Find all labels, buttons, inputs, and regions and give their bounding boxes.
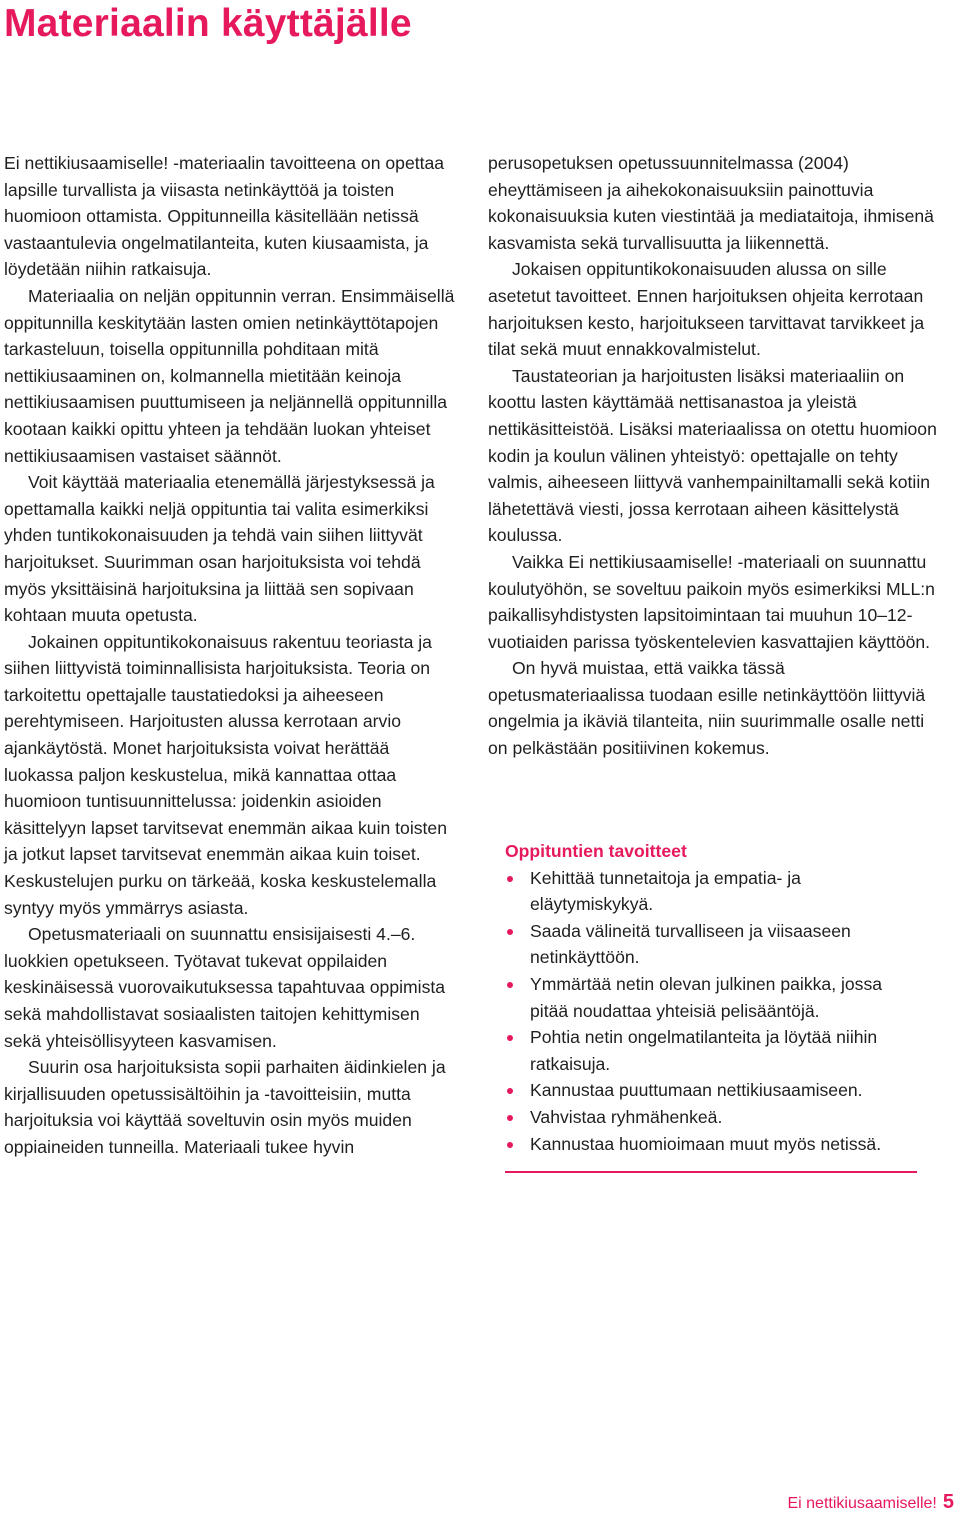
paragraph: Jokaisen oppituntikokonaisuuden alussa on sille asetetut tavoitteet. Ennen harjoituksen ohjeita kerrotaan harjoituksen kesto, harjoitukseen tarvittavat tarvikkeet ja tilat sekä muut ennakkovalmistelut. [488,259,925,360]
bullet-icon [507,1115,513,1121]
bullet-icon [507,1142,513,1148]
right-column [488,150,938,762]
list-item [505,1024,917,1077]
bullet-icon [507,1088,513,1094]
list-item [505,1104,917,1131]
left-column [4,150,460,1161]
page-title: Materiaalin käyttäjälle [4,2,412,45]
goals-list [505,865,917,1158]
page-number: 5 [942,1491,954,1513]
goals-box [505,838,917,1173]
goal-text: Kannustaa puuttumaan nettikiusaamiseen. [530,1080,863,1101]
publication-name: Ei nettikiusaamiselle! [787,1495,937,1512]
paragraph: Jokainen oppituntikokonaisuus rakentuu teoriasta ja siihen liittyvistä toiminnallisista harjoituksista. Teoria on tarkoitettu opettajalle taustatiedoksi ja aiheeseen perehtymiseen. Harjoitusten alussa kerrotaan arvio ajankäytöstä. Monet harjoituksista voivat herättää luokassa paljon keskustelua, mikä kannattaa ottaa huomioon tuntisuunnittelussa: joidenkin asioiden käsittelyyn lapset tarvitsevat enemmän aikaa kuin toisten ja jotkut lapset tarvitsevat enemmän aikaa kuin toiset. Keskustelujen purku on tärkeää, koska keskustelemalla syntyy myös ymmärrys asiasta. [4,631,447,918]
paragraph: Ei nettikiusaamiselle! -materiaalin tavoitteena on opettaa lapsille turvallista ja viisasta netinkäyttöä ja toisten huomioon ottamista. Oppitunneilla käsitellään netissä vastaantulevia ongelmatilanteita, kuten kiusaamista, ja löydetään niihin ratkaisuja. [4,153,445,280]
paragraph: On hyvä muistaa, että vaikka tässä opetusmateriaalissa tuodaan esille netinkäyttöön liittyviä ongelmia ja ikäviä tilanteita, niin suurimmalle osalle netti on pelkästään positiivinen kokemus. [488,658,926,759]
list-item [505,865,917,918]
paragraph: Suurin osa harjoituksista sopii parhaiten äidinkielen ja kirjallisuuden opetussisältöihin ja -tavoitteisiin, mutta harjoituksia voi käyttää soveltuvin osin myös muiden oppiaineiden tunneilla. Materiaali tukee hyvin [4,1057,446,1157]
list-item [505,1131,917,1158]
bullet-icon [507,929,513,935]
goal-text: Pohtia netin ongelmatilanteita ja löytää niihin ratkaisuja. [530,1027,878,1074]
paragraph: Materiaalia on neljän oppitunnin verran. Ensimmäisellä oppitunnilla keskitytään lasten omien netinkäyttötapojen tarkasteluun, toisella oppitunnilla pohditaan mitä nettikiusaaminen on, kolmannella mietitään keinoja nettikiusaamisen puuttumiseen ja neljännellä oppitunnilla kootaan kaikki opittu yhteen ja tehdään luokan yhteiset nettikiusaamisen vastaiset säännöt. [4,285,455,466]
list-item [505,971,917,1024]
goal-text: Kehittää tunnetaitoja ja empatia- ja eläytymiskykyä. [530,867,801,915]
paragraph: Vaikka Ei nettikiusaamiselle! -materiaali on suunnattu koulutyöhön, se soveltuu paikoin myös esimerkiksi MLL:n paikallisyhdistysten lapsitoimintaan tai muuhun 10–12-vuotiaiden parissa työskentelevien kasvattajien käyttöön. [488,551,935,652]
paragraph: Opetusmateriaali on suunnattu ensisijaisesti 4.–6. luokkien opetukseen. Työtavat tukevat oppilaiden keskinäisessä vuorovaikutuksessa tapahtuvaa oppimista sekä mahdollistavat sosiaalisten taitojen kehittymisen sekä yhteisöllisyyteen kasvamisen. [4,924,446,1051]
goal-text: Saada välineitä turvalliseen ja viisaaseen netinkäyttöön. [530,920,851,968]
goal-text: Kannustaa huomioimaan muut myös netissä. [530,1133,882,1154]
page-footer [787,1490,954,1516]
goal-text: Vahvistaa ryhmähenkeä. [530,1106,723,1127]
bullet-icon [507,982,513,988]
list-item [505,1077,917,1104]
goal-text: Ymmärtää netin olevan julkinen paikka, jossa pitää noudattaa yhteisiä pelisääntöjä. [530,973,883,1021]
goals-title: Oppituntien tavoitteet [505,841,687,861]
paragraph: Voit käyttää materiaalia etenemällä järjestyksessä ja opettamalla kaikki neljä oppituntia tai valita esimerkiksi yhden tuntikokonaisuuden ja tehdä vain siihen liittyvät harjoitukset. Suurimman osan harjoituksista voi tehdä myös yksittäisinä harjoituksina ja liittää sen sopivaan kohtaan muuta opetusta. [4,472,435,626]
paragraph: perusopetuksen opetussuunnitelmassa (2004) eheyttämiseen ja aihekokonaisuuksiin painottuvia kokonaisuuksia kuten viestintää ja mediataitoja, ihmisenä kasvamista sekä turvallisuutta ja liikennettä. [488,153,934,253]
bullet-icon [507,1035,513,1041]
paragraph: Taustateorian ja harjoitusten lisäksi materiaaliin on koottu lasten käyttämää nettisanastoa ja yleistä nettikäsitteistöä. Lisäksi materiaalissa on otettu huomioon kodin ja koulun välinen yhteistyö: opettajalle on tehty valmis, aiheeseen liittyvä vanhempainiltamalli sekä kotiin lähetettävä viesti, jossa kerrotaan aiheen käsittelystä koulussa. [488,365,937,546]
bullet-icon [507,876,513,882]
list-item [505,918,917,971]
